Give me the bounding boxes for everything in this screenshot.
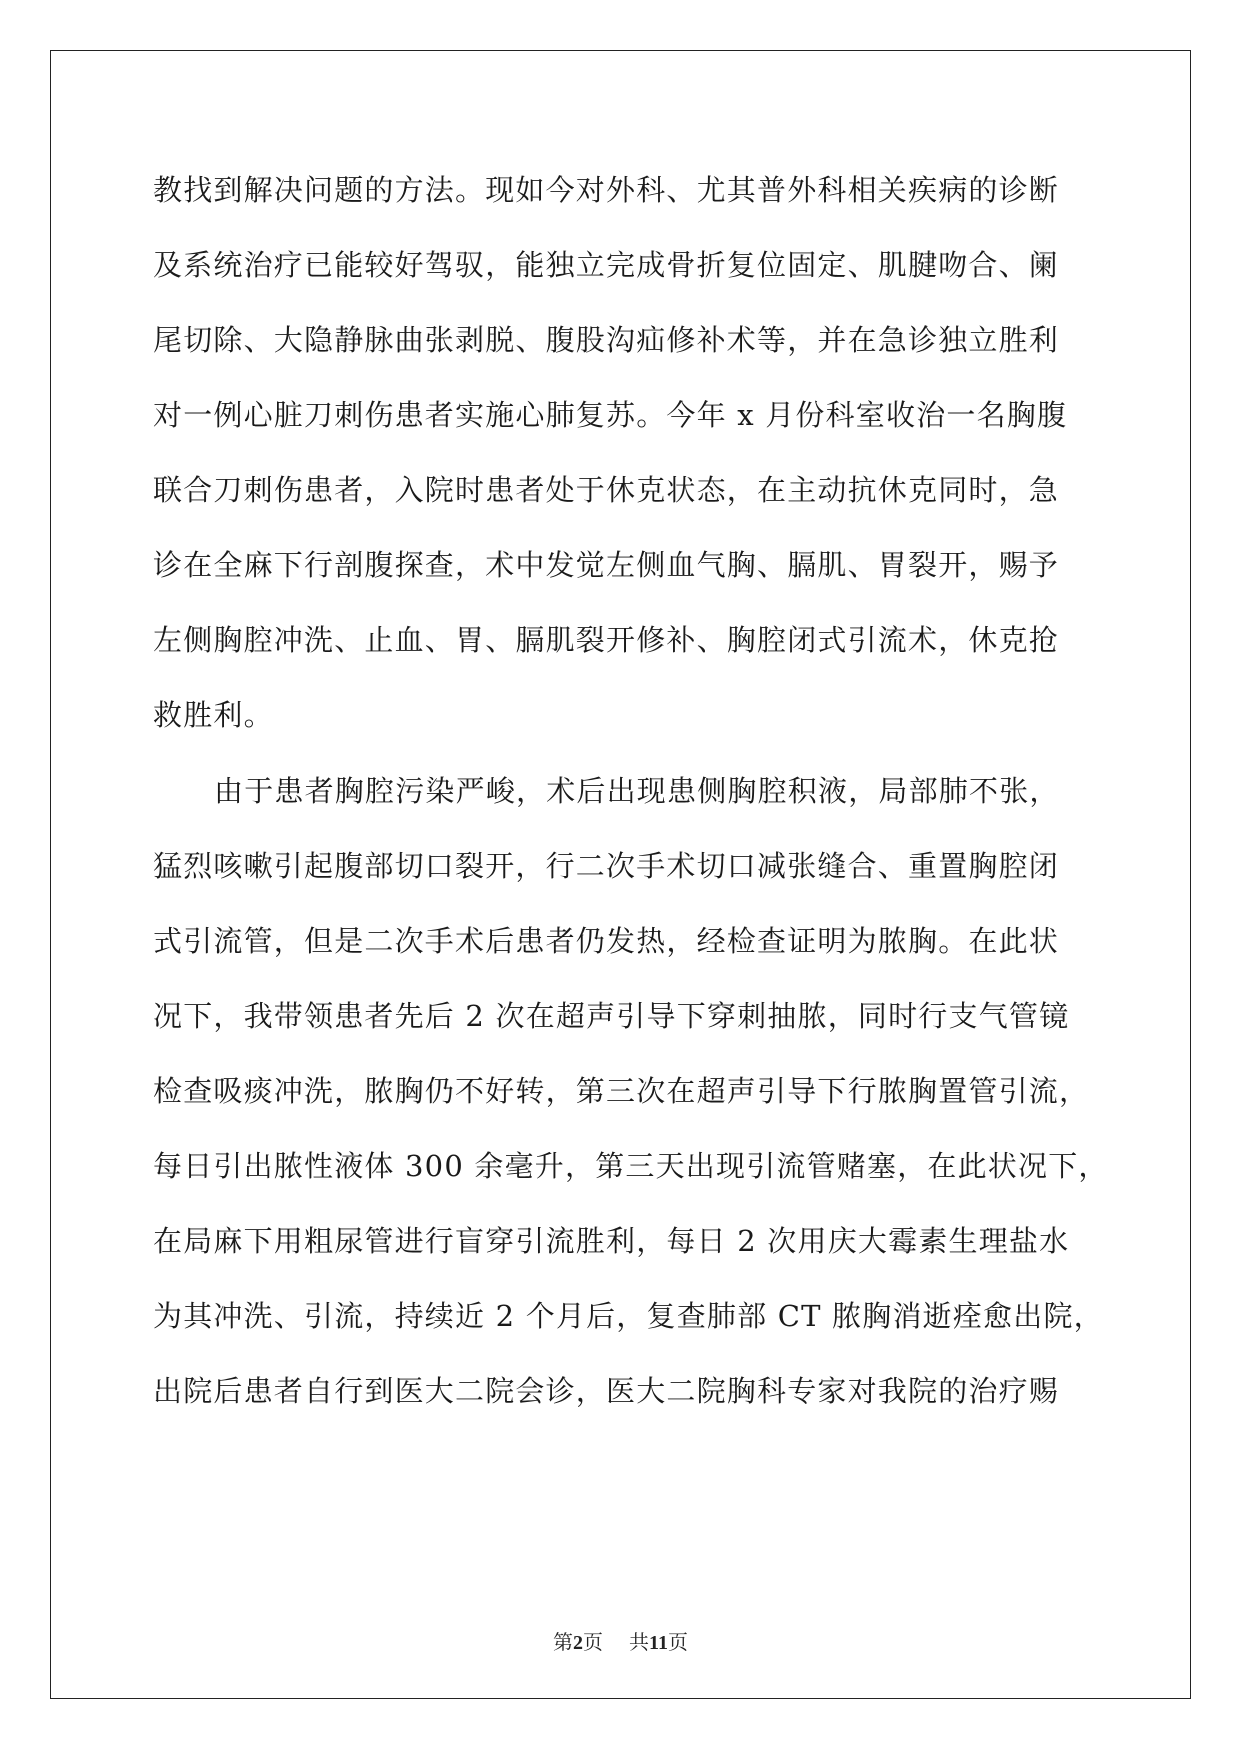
total-unit: 页 [667,1632,688,1654]
paragraph-first-line: 由于患者胸腔污染严峻，术后出现患侧胸腔积液，局部肺不张， [214,774,1060,808]
page-unit: 页 [583,1632,604,1654]
total-page-number: 11 [649,1632,668,1654]
page-prefix: 第 [553,1632,574,1654]
page-footer [0,1626,1241,1655]
paragraph-line: 检查吸痰冲洗，脓胸仍不好转，第三次在超声引导下行脓胸置管引流， [153,1074,1090,1108]
paragraph-line: 救胜利。 [153,698,274,732]
total-prefix: 共 [629,1632,650,1654]
paragraph-line: 教找到解决问题的方法。现如今对外科、尤其普外科相关疾病的诊断 [153,173,1060,207]
paragraph-line: 况下，我带领患者先后 2 次在超声引导下穿刺抽脓，同时行支气管镜 [153,999,1070,1033]
paragraph-line: 尾切除、大隐静脉曲张剥脱、腹股沟疝修补术等，并在急诊独立胜利 [153,323,1060,357]
paragraph-line: 出院后患者自行到医大二院会诊，医大二院胸科专家对我院的治疗赐 [153,1374,1060,1408]
paragraph-line: 为其冲洗、引流，持续近 2 个月后，复查肺部 CT 脓胸消逝痊愈出院， [153,1299,1104,1333]
paragraph-line: 式引流管，但是二次手术后患者仍发热，经检查证明为脓胸。在此状 [153,924,1060,958]
current-page-number: 2 [573,1632,584,1654]
paragraph-line: 及系统治疗已能较好驾驭，能独立完成骨折复位固定、肌腱吻合、阑 [153,248,1060,282]
paragraph-line: 左侧胸腔冲洗、止血、胃、膈肌裂开修补、胸腔闭式引流术，休克抢 [153,623,1060,657]
paragraph-line: 猛烈咳嗽引起腹部切口裂开，行二次手术切口减张缝合、重置胸腔闭 [153,849,1060,883]
paragraph-line: 联合刀刺伤患者，入院时患者处于休克状态，在主动抗休克同时，急 [153,473,1060,507]
paragraph-line: 每日引出脓性液体 300 余毫升，第三天出现引流管赌塞，在此状况下， [153,1149,1109,1183]
paragraph-line: 诊在全麻下行剖腹探查，术中发觉左侧血气胸、膈肌、胃裂开，赐予 [153,548,1060,582]
paragraph-line: 对一例心脏刀刺伤患者实施心肺复苏。今年 x 月份科室收治一名胸腹 [153,398,1068,432]
paragraph-line: 在局麻下用粗尿管进行盲穿引流胜利，每日 2 次用庆大霉素生理盐水 [153,1224,1070,1258]
